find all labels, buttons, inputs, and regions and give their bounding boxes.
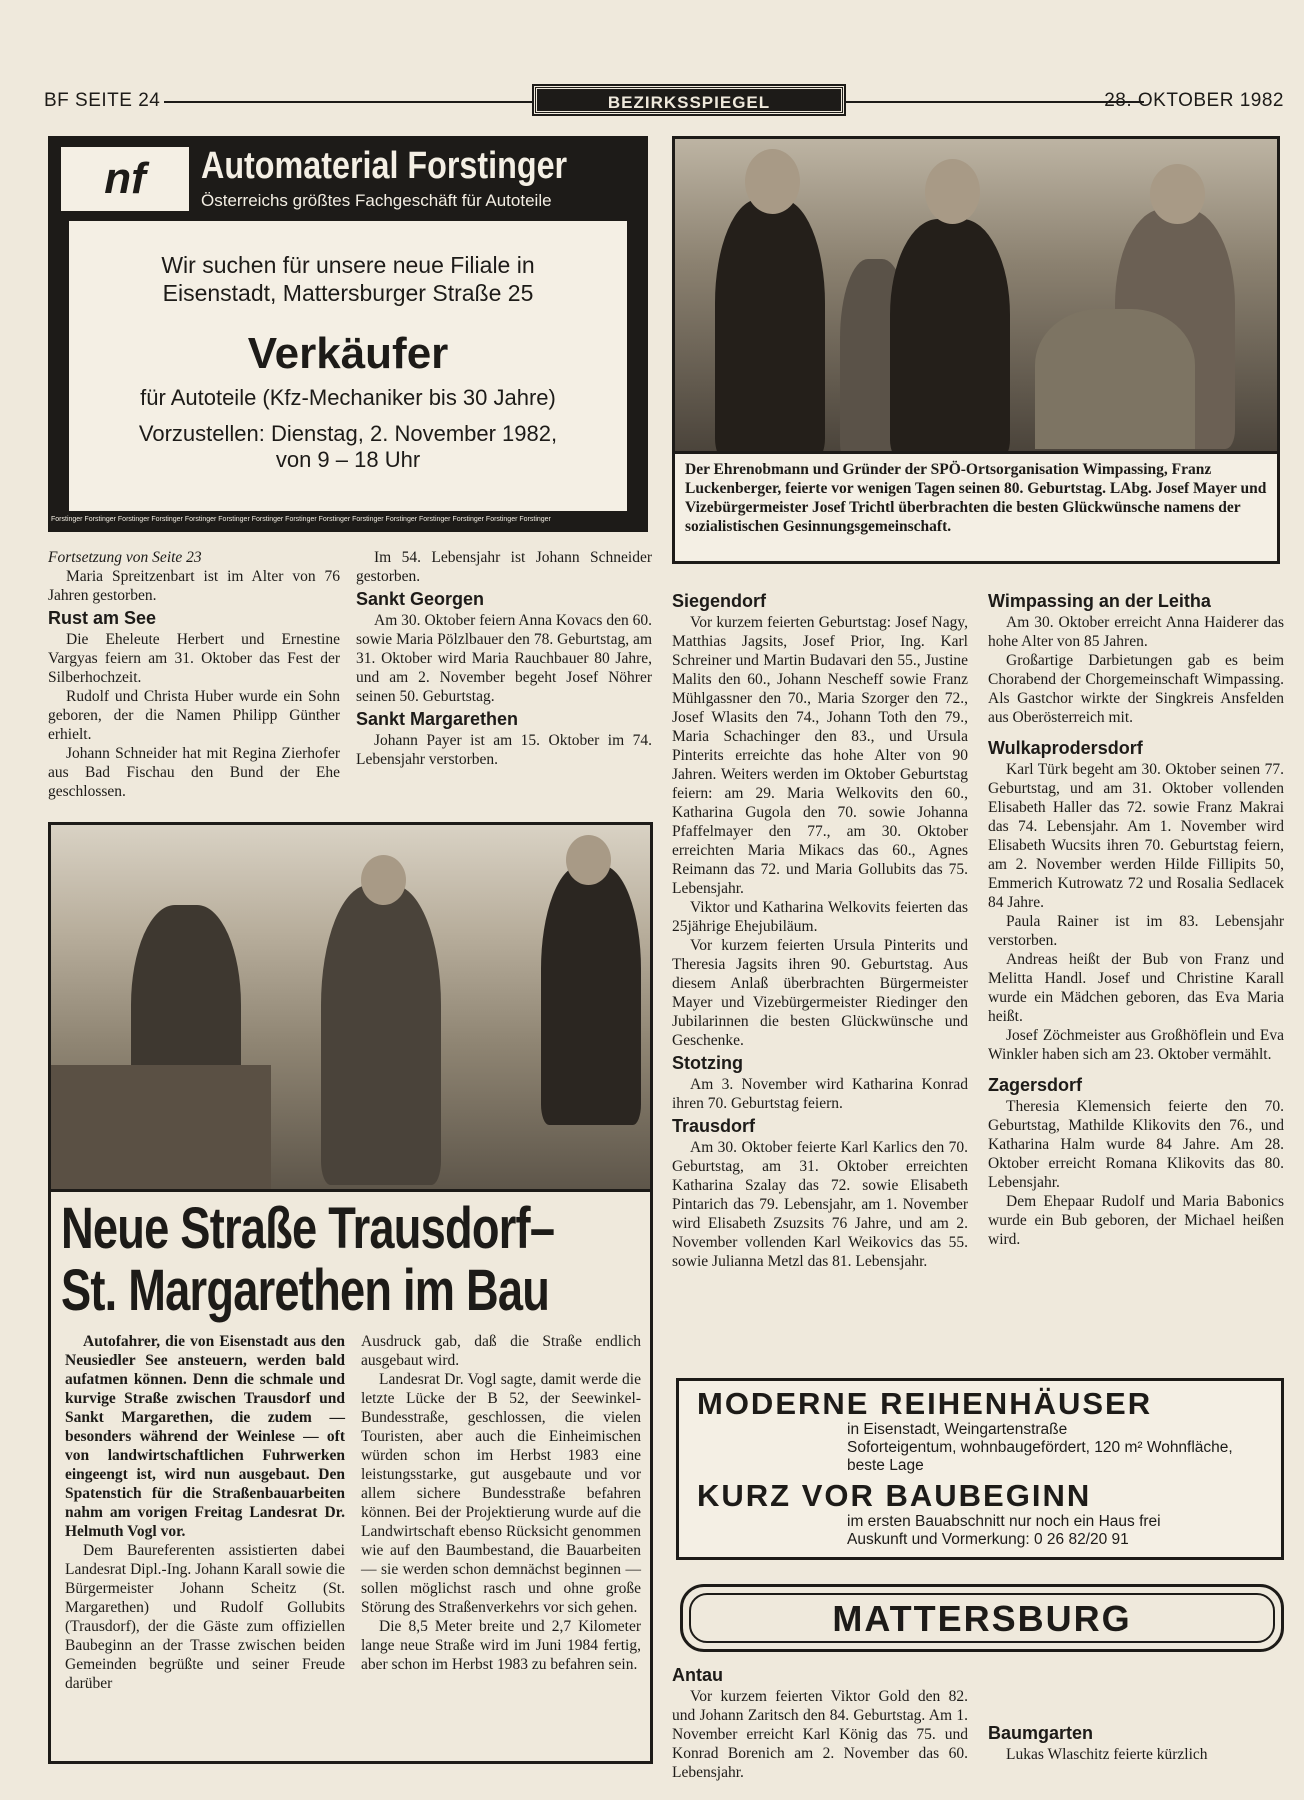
paragraph: Theresia Klemensich feierte den 70. Geburtstag, Mathilde Klikovits den 76., und Katharina Halm wurde 84 Jahre. Am 28. Oktober erreicht Romana Klikovits das 80. Lebensjahr. [988, 1098, 1284, 1191]
article-column-left [65, 1332, 345, 1693]
paragraph: Rudolf und Christa Huber wurde ein Sohn geboren, der die Namen Philipp Günther erhielt. [48, 688, 340, 743]
section-banner-mattersburg [680, 1584, 1284, 1652]
section-heading-siegendorf: Siegendorf [672, 591, 767, 611]
ad-contact: Auskunft und Vormerkung: 0 26 82/20 91 [847, 1531, 1129, 1548]
section-heading-wimpassing: Wimpassing an der Leitha [988, 591, 1211, 611]
ad-date-line2: von 9 – 18 Uhr [275, 447, 421, 472]
headline-line1: Neue Straße Trausdorf– [61, 1196, 555, 1261]
paragraph: Die Eheleute Herbert und Ernestine Vargyas feiern am 31. Oktober das Fest der Silberhochzeit. [48, 631, 340, 686]
ad-details: Soforteigentum, wohnbaugefördert, 120 m² Wohnfläche, beste Lage [847, 1439, 1233, 1474]
section-heading-rust: Rust am See [48, 608, 157, 628]
issue-date: 28. OKTOBER 1982 [1104, 90, 1284, 111]
photo-person-head [925, 159, 980, 224]
job-advertisement [48, 136, 648, 532]
section-heading-wulkaprodersdorf: Wulkaprodersdorf [988, 738, 1143, 758]
section-heading-antau: Antau [672, 1665, 723, 1685]
paragraph: Dem Baureferenten assistierten dabei Landesrat Dipl.-Ing. Johann Karall sowie die Bürgermeister Johann Scheitz (St. Margarethen) und Rudolf Gollubits (Trausdorf), der die Gäste zum offiziellen Baubeginn an der Trasse zwischen beiden Gemeinden begrüßte und seiner Freude darüber [65, 1542, 345, 1692]
paragraph: Am 30. Oktober erreicht Anna Haiderer das hohe Alter von 85 Jahren. [988, 614, 1284, 650]
section-heading-sankt-georgen: Sankt Georgen [356, 589, 485, 609]
photo-person [715, 199, 825, 454]
ad-body [69, 221, 627, 511]
paragraph: Die 8,5 Meter breite und 2,7 Kilometer lange neue Straße wird im Juni 1984 fertig, aber schon im Herbst 1983 zu befahren sein. [361, 1618, 641, 1673]
section-heading-sankt-margarethen: Sankt Margarethen [356, 709, 519, 729]
paragraph: Vor kurzem feierten Viktor Gold den 82. und Johann Zaritsch den 84. Geburtstag. Am 1. November erreicht Karl König das 75. und Konrad Borenich am 2. November das 60. Lebensjahr. [672, 1688, 968, 1781]
ad-border-strip-bottom: Forstinger Forstinger Forstinger Forstinger Forstinger Forstinger Forstinger Forstinger Forstinger Forstinger Forstinger Forstinger Forstinger Forstinger Forstinger [51, 511, 645, 529]
paragraph: Johann Schneider hat mit Regina Zierhofer aus Bad Fischau den Bund der Ehe geschlossen. [48, 745, 340, 800]
section-heading-trausdorf: Trausdorf [672, 1116, 756, 1136]
paragraph: Vor kurzem feierten Ursula Pinterits und Theresia Jagsits ihren 90. Geburtstag. Aus diesem Anlaß überbrachten Bürgermeister Mayer und Vizebürgermeister Riedinger den Jubilarinnen die besten Glückwünsche und Geschenke. [672, 937, 968, 1049]
ad-border-strip-right [627, 221, 645, 511]
paragraph: Karl Türk begeht am 30. Oktober seinen 77. Geburtstag, und am 31. Oktober vollenden Elisabeth Haller das 72. sowie Franz Makrai das 74. Lebensjahr. Am 1. November wird Elisabeth Wucsits ihren 70. Geburtstag feiern, am 2. November werden Hilde Fillipits 50, Emmerich Kutrowatz 72 und Rosalia Sedlacek 84 Jahre. [988, 761, 1284, 911]
ad-job-title: Verkäufer [247, 329, 449, 378]
photo-person-head [361, 855, 406, 905]
paragraph: Am 3. November wird Katharina Konrad ihren 70. Geburtstag feiern. [672, 1076, 968, 1112]
paragraph: Lukas Wlaschitz feierte kürzlich [1006, 1746, 1208, 1763]
article-road-construction [48, 1192, 653, 1764]
photo-groundbreaking [48, 822, 653, 1192]
paragraph: Andreas heißt der Bub von Franz und Melitta Handl. Josef und Christine Karall wurde ein Mädchen geboren, das Eva Maria heißt. [988, 951, 1284, 1025]
headline-line2: St. Margarethen im Bau [61, 1258, 550, 1323]
photo-gift-basket [1035, 309, 1195, 449]
column-baumgarten [988, 1720, 1284, 1764]
page-number: BF SEITE 24 [44, 90, 161, 111]
paragraph: Johann Payer ist am 15. Oktober im 74. Lebensjahr verstorben. [356, 732, 652, 768]
ad-border-strip-left [51, 221, 69, 511]
photo-caption: Der Ehrenobmann und Gründer der SPÖ-Ortsorganisation Wimpassing, Franz Luckenberger, feierte vor wenigen Tagen seinen 80. Geburtstag. LAbg. Josef Mayer und Vizebürgermeister Josef Trichtl überbrachten die besten Glückwünsche namens der sozialistischen Gesinnungsgemeinschaft. [672, 454, 1280, 564]
photo-person-head [566, 835, 611, 885]
paragraph: Josef Zöchmeister aus Großhöflein und Eva Winkler haben sich am 23. Oktober vermählt. [988, 1027, 1284, 1063]
ad-title-reihenhaeuser: MODERNE REIHENHÄUSER [697, 1386, 1153, 1421]
photo-person-head [1150, 164, 1205, 224]
paragraph: Großartige Darbietungen gab es beim Chorabend der Chorgemeinschaft Wimpassing. Als Gastchor wirkte der Singkreis Ansfelden aus Oberösterreich mit. [988, 652, 1284, 726]
ad-brand-title: Automaterial Forstinger [201, 145, 568, 187]
section-title: MATTERSBURG [689, 1593, 1275, 1643]
section-badge: BEZIRKSSPIEGEL [534, 86, 844, 114]
photo-person-head [745, 149, 800, 214]
paragraph: Vor kurzem feierten Geburtstag: Josef Nagy, Matthias Jagsits, Josef Prior, Ing. Karl Schreiner und Martin Budavari den 55., Justine Malits den 60., Johann Nescheff sowie Franz Mühlgassner den 70., Maria Szorger den 72., Josef Wlasits den 74., Johann Toth den 79., Maria Schachinger den 83., und Ursula Pinterits erreichte das hohe Alter von 90 Jahren. Weiters werden im Oktober Geburtstag feiern: am 29. Maria Welkovits den 60., Katharina Gugola den 70. sowie Johanna Pfaffelmayer den 77., am 30. Oktober erreichten Maria Mikacs das 60., Agnes Reimann das 72. und Maria Gollubits das 75. Lebensjahr. [672, 614, 968, 897]
ad-intro-line1: Wir suchen für unsere neue Filiale in [161, 252, 535, 278]
continuation-note: Fortsetzung von Seite 23 [48, 549, 202, 566]
ad-location: in Eisenstadt, Weingartenstraße [847, 1421, 1068, 1438]
ad-brand-subtitle: Österreichs größtes Fachgeschäft für Autoteile [201, 191, 552, 210]
page-header [44, 86, 1284, 116]
column-siegendorf [672, 588, 968, 1271]
paragraph: Am 30. Oktober feiern Anna Kovacs den 60. sowie Maria Pölzlbauer den 78. Geburtstag, am 31. Oktober wird Maria Rauchbauer 80 Jahre, und am 2. November begeht Josef Nöhrer seinen 50. Geburtstag. [356, 612, 652, 705]
header-rule-right [844, 101, 1144, 103]
photo-birthday-celebration [672, 136, 1280, 454]
photo-person [321, 885, 441, 1185]
paragraph: Dem Ehepaar Rudolf und Maria Babonics wurde ein Bub geboren, der Michael heißen wird. [988, 1193, 1284, 1248]
article-lead: Autofahrer, die von Eisenstadt aus den Neusiedler See ansteuern, werden bald aufatmen können. Denn die schmale und kurvige Straße zwischen Trausdorf und Sankt Margarethen, die zudem — besonders während der Weinlese — oft von landwirtschaftlichen Fuhrwerken eingeengt ist, wird nun ausgebaut. Den Spatenstich für die Straßenbauarbeiten nahm am vorigen Freitag Landesrat Dr. Helmuth Vogl vor. [65, 1333, 345, 1540]
ad-intro-line2: Eisenstadt, Mattersburger Straße 25 [162, 280, 534, 306]
paragraph: Im 54. Lebensjahr ist Johann Schneider gestorben. [356, 549, 652, 585]
section-heading-stotzing: Stotzing [672, 1053, 743, 1073]
paragraph: Maria Spreitzenbart ist im Alter von 76 Jahren gestorben. [48, 568, 340, 604]
ad-availability: im ersten Bauabschnitt nur noch ein Haus frei [847, 1513, 1161, 1530]
section-heading-baumgarten: Baumgarten [988, 1723, 1094, 1743]
ad-date-line1: Vorzustellen: Dienstag, 2. November 1982, [138, 421, 558, 446]
column-local-news-middle [356, 548, 652, 769]
paragraph: Landesrat Dr. Vogl sagte, damit werde die letzte Lücke der B 52, der Seewinkel-Bundesstraße, geschlossen, die vielen Touristen, aber auch die Einheimischen würden schon im Herbst 1983 eine leistungsstarke, gut ausgebaute und vor allem sichere Bundesstraße befahren können. Bei der Projektierung wurde auf die Landwirtschaft ebenso Rücksicht genommen wie auf den Baumbestand, die Bauarbeiten — sie werden schon demnächst beginnen — sollen möglichst rasch und ohne große Störung des Straßenverkehrs vor sich gehen. [361, 1371, 641, 1616]
real-estate-advertisement [676, 1378, 1284, 1560]
paragraph: Paula Rainer ist im 83. Lebensjahr verstorben. [988, 913, 1284, 949]
photo-person [541, 865, 641, 1125]
header-rule-left [164, 101, 534, 103]
article-column-right [361, 1332, 641, 1674]
column-wimpassing [988, 588, 1284, 1249]
ad-requirement: für Autoteile (Kfz-Mechaniker bis 30 Jahre) [140, 385, 556, 410]
article-headline [61, 1198, 554, 1322]
ad-header [51, 139, 645, 221]
paragraph: Am 30. Oktober feierte Karl Karlics den 70. Geburtstag, am 31. Oktober erreichten Katharina Szalay das 72. sowie Elisabeth Pintarich das 79. Lebensjahr, am 1. November wird Elisabeth Zsuzsits 76 Jahre, und am 2. November vollenden Karl Weikovics das 55. sowie Julianna Metzl das 81. Lebensjahr. [672, 1139, 968, 1270]
photo-person [890, 219, 1010, 454]
section-heading-zagersdorf: Zagersdorf [988, 1075, 1083, 1095]
ad-title-baubeginn: KURZ VOR BAUBEGINN [697, 1478, 1092, 1513]
column-local-news-left [48, 548, 340, 801]
column-antau [672, 1662, 968, 1782]
paragraph: Viktor und Katharina Welkovits feierten das 25jährige Ehejubiläum. [672, 899, 968, 935]
photo-dirt-mound [51, 1065, 271, 1192]
paragraph: Ausdruck gab, daß die Straße endlich ausgebaut wird. [361, 1333, 641, 1369]
brand-logo-icon: nf [61, 147, 189, 211]
